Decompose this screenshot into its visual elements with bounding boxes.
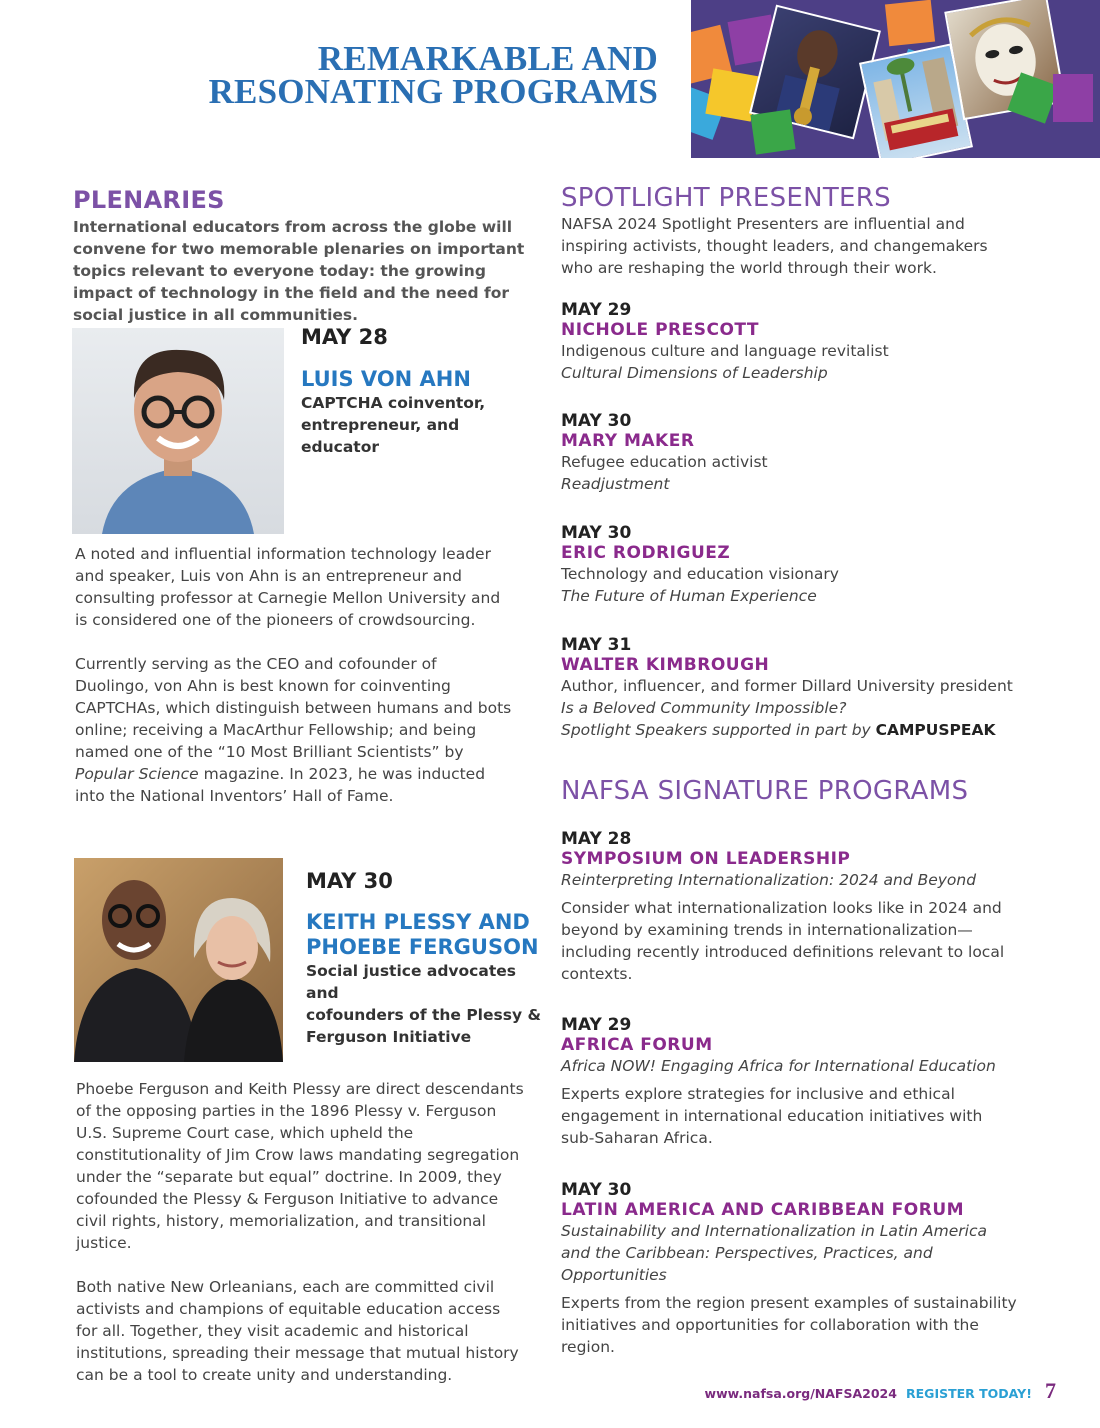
sponsor-name: CAMPUSPEAK [875,721,996,739]
speaker-2-name-line-2: PHOEBE FERGUSON [306,935,539,959]
presenter-2-date: MAY 30 [561,411,632,431]
program-1-date: MAY 28 [561,829,632,849]
speaker-2-bio-paragraph-2: Both native New Orleanians, each are committed civil activists and champions of equitable education access for all. Together, they visit academic and historical institutions, spreading their message that mutual history can be a tool to create unity and understanding. [76,1278,519,1384]
footer-url[interactable]: www.nafsa.org/NAFSA2024 [704,1386,897,1401]
speaker-2-bio [76,1078,526,1386]
presenter-3-date: MAY 30 [561,523,632,543]
signature-heading: NAFSA SIGNATURE PROGRAMS [561,776,969,806]
speaker-1-bio-2-part-a: Currently serving as the CEO and cofounder of Duolingo, von Ahn is best known for coinventing CAPTCHAs, which distinguish between humans and bots online; receiving a MacArthur Fellowship; and being named one of the “10 Most Brilliant Scientists” by [75,655,512,761]
presenter-4-date: MAY 31 [561,635,632,655]
plenaries-section [73,186,538,326]
speaker-1-bio [75,543,515,807]
speaker-2-name-line-1: KEITH PLESSY AND [306,910,530,934]
orange-square-2 [885,0,935,46]
speaker-1-bio-paragraph-2 [75,653,515,807]
footer-register-link[interactable]: REGISTER TODAY! [906,1386,1032,1401]
collage-banner [691,0,1100,158]
presenter-2-role: Refugee education activist [561,453,768,471]
presenter-2-name: MARY MAKER [561,431,695,451]
program-1-subtitle: Reinterpreting Internationalization: 2024 and Beyond [561,871,977,889]
program-2-description: Experts explore strategies for inclusive and ethical engagement in international education initiatives with sub-Saharan Africa. [561,1085,983,1147]
speaker-1-bio-paragraph-1: A noted and influential information technology leader and speaker, Luis von Ahn is an entrepreneur and consulting professor at Carnegie Mellon University and is considered one of the pioneers of crowdsourcing. [75,545,501,629]
presenter-3-name: ERIC RODRIGUEZ [561,543,731,563]
spotlight-sponsor-line [561,719,1041,741]
presenter-4-name: WALTER KIMBROUGH [561,655,770,675]
program-2-name: AFRICA FORUM [561,1035,713,1055]
page-title-line-1: REMARKABLE AND [317,39,658,78]
page-title-line-2: RESONATING PROGRAMS [208,72,658,111]
speaker-1-bio-2-part-b: magazine. In 2023, he was inducted into the National Inventors’ Hall of Fame. [75,765,486,805]
spotlight-presenter-2 [561,411,1021,495]
program-1-description: Consider what internationalization looks like in 2024 and beyond by examining trends in internationalization—including recently introduced definitions relevant to local contexts. [561,899,1005,983]
signature-program-2 [561,1015,1016,1149]
speaker-1-header [301,325,536,458]
page-title [208,39,658,111]
speaker-1-date: MAY 28 [301,325,388,349]
speaker-1-role-line-1: CAPTCHA coinventor, [301,394,486,412]
program-2-date: MAY 29 [561,1015,632,1035]
speaker-2-header [306,869,541,1048]
speaker-1-bio-2-italic: Popular Science [75,765,199,783]
green-square [750,109,795,154]
speaker-1-role-line-3: educator [301,438,379,456]
speaker-2-bio-paragraph-1: Phoebe Ferguson and Keith Plessy are direct descendants of the opposing parties in the 1896 Plessy v. Ferguson U.S. Supreme Court case, which upheld the constitutionality of Jim Crow laws mandating segregation under the “separate but equal” doctrine. In 2009, they cofounded the Plessy & Ferguson Initiative to advance civil rights, history, memorialization, and transitional justice. [76,1080,524,1252]
presenter-1-session: Cultural Dimensions of Leadership [561,364,828,382]
presenter-3-session: The Future of Human Experience [561,587,817,605]
program-1-name: SYMPOSIUM ON LEADERSHIP [561,849,851,869]
program-3-description: Experts from the region present examples of sustainability initiatives and opportunities for collaboration with the region. [561,1294,1017,1356]
signature-program-3 [561,1180,1021,1358]
plenaries-heading: PLENARIES [73,186,225,214]
spotlight-presenter-3 [561,523,1021,607]
speaker-1-role-line-2: entrepreneur, and [301,416,460,434]
signature-section [561,776,1021,806]
presenter-3-role: Technology and education visionary [561,565,839,583]
program-3-subtitle: Sustainability and Internationalization in Latin America and the Caribbean: Perspectives, Practices, and Opportunities [561,1222,987,1284]
spotlight-heading: SPOTLIGHT PRESENTERS [561,183,891,213]
presenter-1-date: MAY 29 [561,300,632,320]
speaker-2-role-line-3: Ferguson Initiative [306,1028,472,1046]
spotlight-section [561,183,1021,279]
presenter-4-session: Is a Beloved Community Impossible? [561,699,847,717]
spotlight-presenter-1 [561,300,1021,384]
plenaries-intro: International educators from across the globe will convene for two memorable plenaries on important topics relevant to everyone today: the growing impact of technology in the field and the need for social justice in all communities. [73,218,525,324]
speaker-2-role-line-1: Social justice advocates and [306,962,516,1002]
signature-program-1 [561,829,1016,985]
spotlight-presenter-4 [561,635,1041,741]
luis-von-ahn-photo [72,328,284,534]
program-3-date: MAY 30 [561,1180,632,1200]
program-3-name: LATIN AMERICA AND CARIBBEAN FORUM [561,1200,965,1220]
purple-square-2 [1053,74,1093,122]
plessy-ferguson-photo [74,858,283,1062]
speaker-1-name: LUIS VON AHN [301,367,471,391]
presenter-2-session: Readjustment [561,475,670,493]
sponsor-note: Spotlight Speakers supported in part by [561,721,876,739]
page-footer [705,1378,1056,1404]
spotlight-intro: NAFSA 2024 Spotlight Presenters are influential and inspiring activists, thought leaders, and changemakers who are reshaping the world through their work. [561,215,988,277]
presenter-1-name: NICHOLE PRESCOTT [561,320,759,340]
program-2-subtitle: Africa NOW! Engaging Africa for International Education [561,1057,996,1075]
speaker-2-date: MAY 30 [306,869,393,893]
page-number: 7 [1045,1378,1056,1403]
presenter-1-role: Indigenous culture and language revitalist [561,342,889,360]
presenter-4-role: Author, influencer, and former Dillard University president [561,677,1013,695]
speaker-2-role-line-2: cofounders of the Plessy & [306,1006,541,1024]
